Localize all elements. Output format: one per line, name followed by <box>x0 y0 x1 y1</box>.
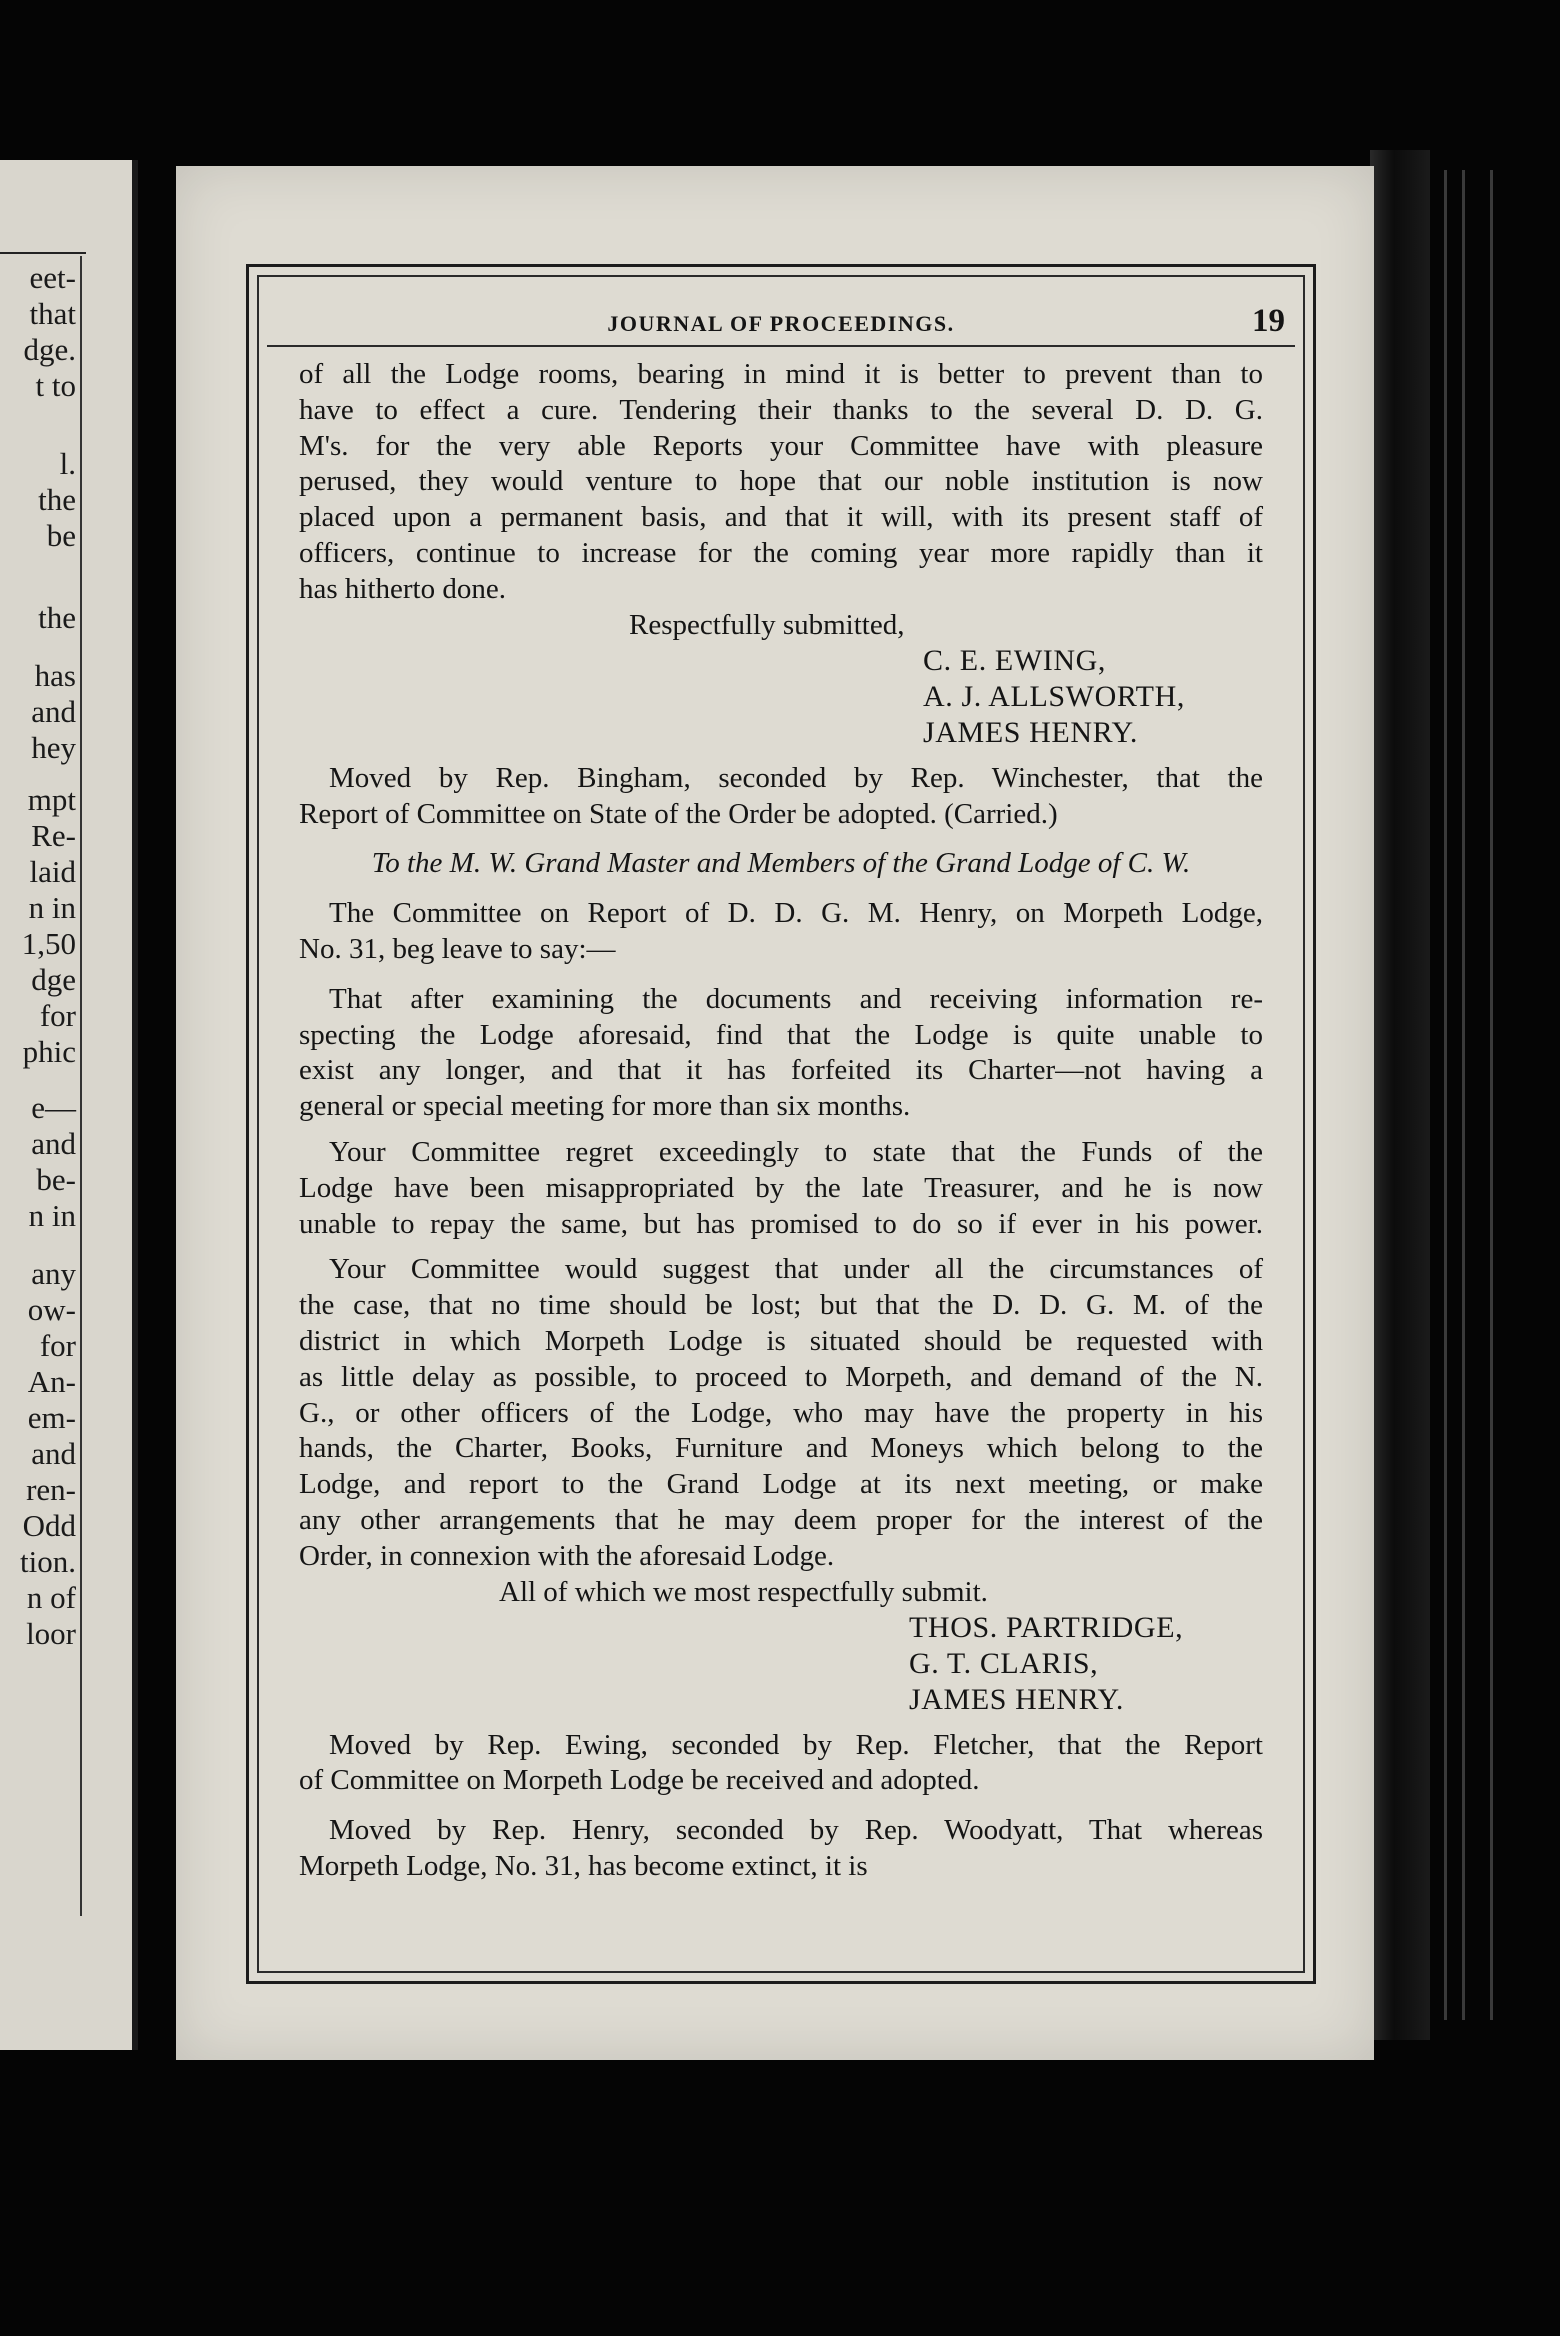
text-line: No. 31, beg leave to say:— <box>299 932 616 965</box>
text-line: district in which Morpeth Lodge is situated should be requested with <box>299 1324 1263 1357</box>
text-line: of Committee on Morpeth Lodge be received and adopted. <box>299 1764 980 1797</box>
text-line: Your Committee regret exceedingly to state that the Funds of the <box>329 1135 1263 1168</box>
running-head <box>267 295 1295 347</box>
left-page-line: phic <box>22 1034 76 1069</box>
left-page-line: the <box>38 600 76 635</box>
left-page-line: n in <box>28 1198 76 1233</box>
left-page-line: any <box>31 1256 76 1291</box>
address-line: To the M. W. Grand Master and Members of the Grand Lodge of C. W. <box>371 847 1191 880</box>
spine-edge-line <box>1490 170 1493 2020</box>
text-line: M's. for the very able Reports your Committee have with pleasure <box>299 429 1263 462</box>
text-line: G., or other officers of the Lodge, who may have the property in his <box>299 1396 1263 1429</box>
page-number: 19 <box>1252 303 1285 339</box>
left-page-line: has <box>34 658 76 693</box>
left-page-line: and <box>31 1126 76 1161</box>
text-line: That after examining the documents and receiving information re- <box>329 982 1263 1015</box>
spine-edge-line <box>1462 170 1465 2020</box>
left-page-line: dge <box>31 962 76 997</box>
left-page-line: Re- <box>31 818 76 853</box>
left-page-line: e— <box>31 1090 76 1125</box>
left-page-line: t to <box>35 368 76 403</box>
left-page-line: that <box>29 296 76 331</box>
left-page-line: eet- <box>29 260 76 295</box>
left-page-line: 1,50 <box>21 926 76 961</box>
committee-report-morpeth-lodge <box>299 896 1263 1718</box>
left-page-line: tion. <box>20 1544 76 1579</box>
text-line: perused, they would venture to hope that our noble institution is now <box>299 465 1263 498</box>
left-page-line: hey <box>31 730 76 765</box>
left-page-line: dge. <box>23 332 76 367</box>
text-line: hands, the Charter, Books, Furniture and Moneys which belong to the <box>299 1432 1263 1465</box>
motion-henry <box>299 1813 1263 1885</box>
signatory: G. T. CLARIS, <box>909 1647 1099 1681</box>
left-page-line: and <box>31 1436 76 1471</box>
text-line: Moved by Rep. Bingham, seconded by Rep. Winchester, that the <box>329 761 1263 794</box>
signatory: A. J. ALLSWORTH, <box>923 680 1185 714</box>
left-page-line: ren- <box>26 1472 76 1507</box>
signatory: JAMES HENRY. <box>923 715 1139 749</box>
text-line: Moved by Rep. Ewing, seconded by Rep. Fletcher, that the Report <box>329 1728 1263 1761</box>
closing-line: All of which we most respectfully submit. <box>499 1575 988 1608</box>
left-page-line: and <box>31 694 76 729</box>
committee-report-state-of-order <box>299 357 1263 751</box>
left-page-line: An- <box>27 1364 76 1399</box>
text-line: Morpeth Lodge, No. 31, has become extinct, it is <box>299 1850 868 1883</box>
page-border-inner <box>257 275 1305 1973</box>
motion-ewing <box>299 1728 1263 1800</box>
text-line: any other arrangements that he may deem proper for the interest of the <box>299 1503 1263 1536</box>
text-line: of all the Lodge rooms, bearing in mind it is better to prevent than to <box>299 358 1263 390</box>
journal-page <box>176 166 1374 2060</box>
text-line: Lodge have been misappropriated by the late Treasurer, and he is now <box>299 1171 1263 1204</box>
text-line: officers, continue to increase for the coming year more rapidly than it <box>299 536 1263 569</box>
page-body <box>299 357 1263 1885</box>
book-spine <box>1370 150 1430 2040</box>
left-page-top-rule <box>0 252 86 254</box>
left-page-line: for <box>39 998 76 1033</box>
spine-edge-line <box>1444 170 1447 2020</box>
text-line: general or special meeting for more than six months. <box>299 1090 911 1123</box>
left-page-line: for <box>39 1328 76 1363</box>
left-page-line: be <box>46 518 76 553</box>
text-line: Order, in connexion with the aforesaid Lodge. <box>299 1539 835 1572</box>
left-page-border-rule <box>80 256 82 1916</box>
text-line: as little delay as possible, to proceed to Morpeth, and demand of the N. <box>299 1360 1263 1393</box>
signatory: JAMES HENRY. <box>909 1682 1125 1716</box>
left-page-line: loor <box>26 1616 76 1651</box>
closing-line: Respectfully submitted, <box>629 608 905 641</box>
text-line: the case, that no time should be lost; but that the D. D. G. M. of the <box>299 1289 1263 1322</box>
left-page-line: the <box>38 482 76 517</box>
text-line: Lodge, and report to the Grand Lodge at its next meeting, or make <box>299 1468 1263 1501</box>
page-border-outer <box>246 264 1316 1984</box>
motion-bingham <box>299 761 1263 833</box>
left-page-line: em- <box>27 1400 76 1435</box>
text-line: has hitherto done. <box>299 572 506 605</box>
text-line: have to effect a cure. Tendering their thanks to the several D. D. G. <box>299 393 1263 426</box>
left-page-line: ow- <box>27 1292 76 1327</box>
left-page-line: n in <box>28 890 76 925</box>
left-page-fragment <box>0 160 138 2050</box>
running-title: JOURNAL OF PROCEEDINGS. <box>607 311 955 336</box>
text-line: exist any longer, and that it has forfeited its Charter—not having a <box>299 1054 1263 1087</box>
text-line: placed upon a permanent basis, and that it will, with its present staff of <box>299 501 1263 534</box>
left-page-line: be- <box>36 1162 76 1197</box>
signatory: THOS. PARTRIDGE, <box>909 1611 1184 1645</box>
text-line: unable to repay the same, but has promised to do so if ever in his power. <box>299 1207 1263 1240</box>
text-line: Report of Committee on State of the Order be adopted. (Carried.) <box>299 797 1058 830</box>
text-line: specting the Lodge aforesaid, find that the Lodge is quite unable to <box>299 1018 1263 1051</box>
left-page-line: n of <box>26 1580 76 1615</box>
text-line: Your Committee would suggest that under all the circumstances of <box>329 1253 1263 1286</box>
text-line: Moved by Rep. Henry, seconded by Rep. Woodyatt, That whereas <box>329 1814 1263 1847</box>
text-line: The Committee on Report of D. D. G. M. Henry, on Morpeth Lodge, <box>329 897 1263 930</box>
signatory: C. E. EWING, <box>923 644 1106 678</box>
left-page-line: Odd <box>22 1508 76 1543</box>
left-page-line: laid <box>29 854 76 889</box>
left-page-line: mpt <box>27 782 76 817</box>
left-page-line: l. <box>59 446 76 481</box>
